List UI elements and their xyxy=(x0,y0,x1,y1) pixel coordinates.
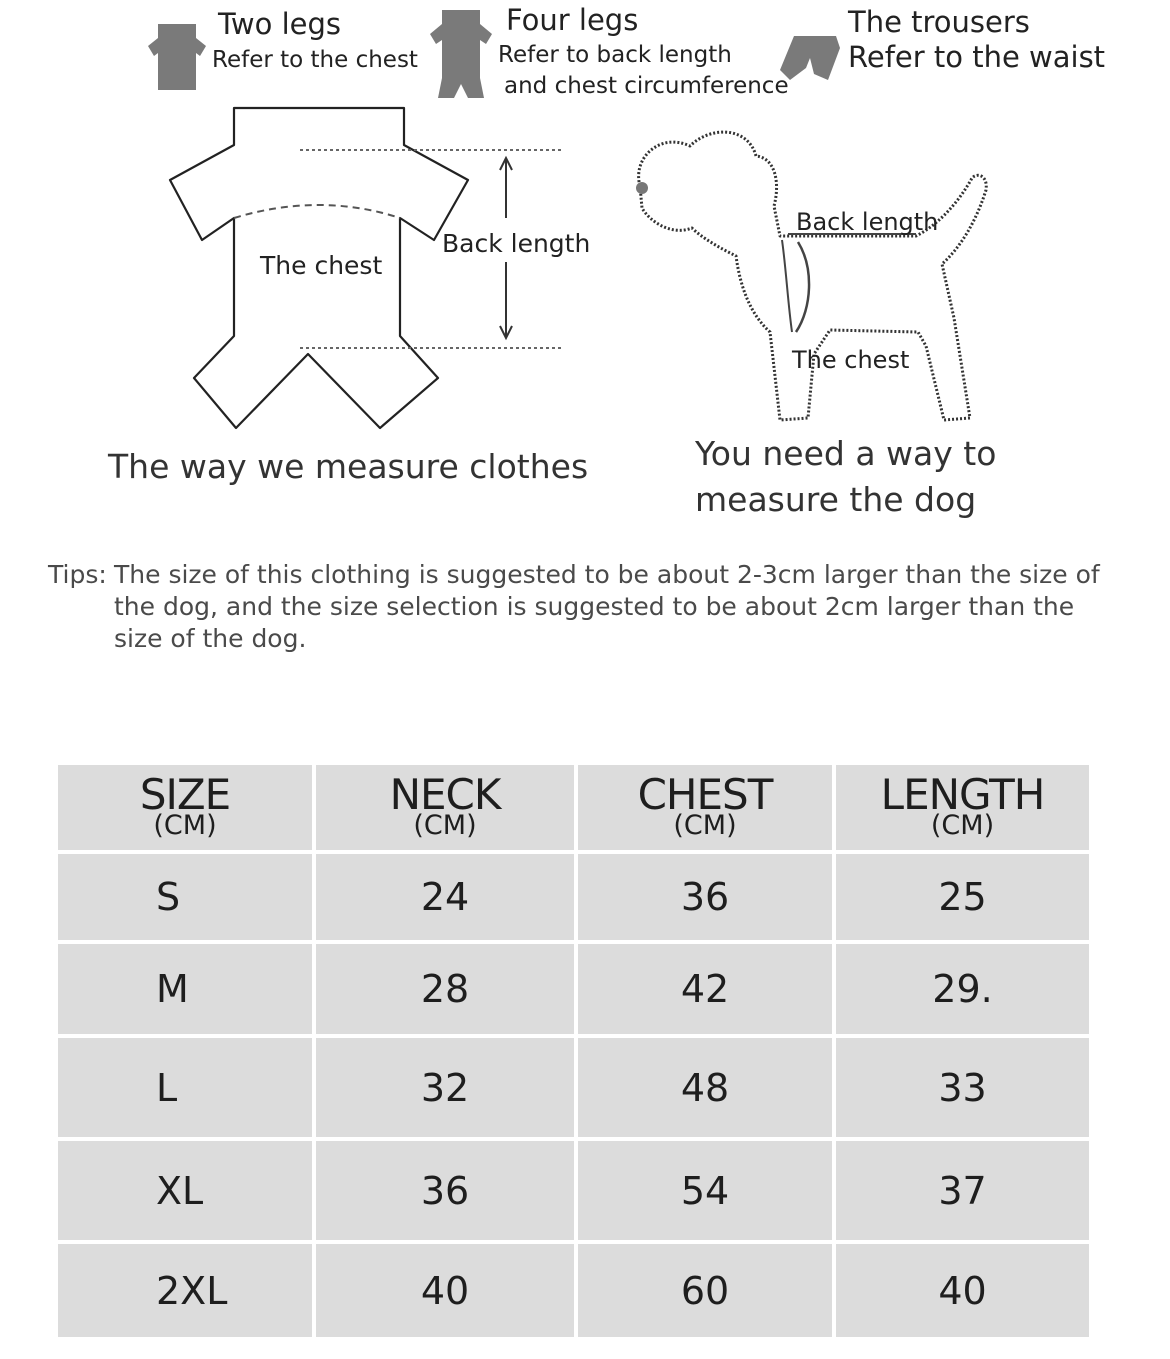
size-cell xyxy=(58,854,316,944)
table-row xyxy=(58,1038,1089,1141)
neck-value: 28 xyxy=(420,967,470,1011)
size-cell xyxy=(58,1141,316,1244)
clothes-back-length-label: Back length xyxy=(442,229,591,258)
length-cell xyxy=(836,1038,1089,1141)
legend-two-legs-title: Two legs xyxy=(218,7,342,41)
legend-four-legs-title: Four legs xyxy=(506,3,639,37)
header-neck-label: NECK xyxy=(389,770,501,820)
dog-back-length-label: Back length xyxy=(796,208,939,236)
size-value: XL xyxy=(156,1168,204,1213)
chest-cell xyxy=(578,1038,836,1141)
header-length-unit: (CM) xyxy=(930,810,995,842)
size-cell xyxy=(58,1244,316,1337)
size-value: M xyxy=(156,967,189,1011)
neck-cell xyxy=(316,1141,578,1244)
neck-cell xyxy=(316,1038,578,1141)
neck-cell xyxy=(316,944,578,1038)
neck-value: 36 xyxy=(420,1168,470,1213)
clothes-caption: The way we measure clothes xyxy=(108,447,589,486)
length-cell xyxy=(836,854,1089,944)
header-chest xyxy=(578,765,836,854)
table-row xyxy=(58,944,1089,1038)
header-chest-unit: (CM) xyxy=(673,810,737,842)
dog-measure-diagram xyxy=(620,118,1010,438)
tips-prefix: Tips: xyxy=(48,560,107,589)
chest-value: 48 xyxy=(680,1065,730,1110)
length-value: 25 xyxy=(938,875,987,919)
length-value: 33 xyxy=(938,1065,987,1110)
neck-value: 40 xyxy=(420,1268,470,1313)
header-size-unit: (CM) xyxy=(153,810,217,842)
chest-value: 60 xyxy=(680,1268,730,1313)
neck-value: 24 xyxy=(420,875,470,919)
size-value: L xyxy=(156,1065,178,1110)
chest-cell xyxy=(578,944,836,1038)
size-value: S xyxy=(156,875,181,919)
header-chest-label: CHEST xyxy=(637,770,773,820)
length-value: 29. xyxy=(932,967,993,1011)
legend-two-legs-note: Refer to the chest xyxy=(212,47,418,73)
two-legs-shirt-icon xyxy=(146,20,208,92)
table-row xyxy=(58,1141,1089,1244)
table-header-row xyxy=(58,765,1089,854)
table-row xyxy=(58,854,1089,944)
length-cell xyxy=(836,1244,1089,1337)
header-neck xyxy=(316,765,578,854)
legend-trousers-title: The trousers xyxy=(848,5,1030,39)
length-value: 37 xyxy=(938,1168,987,1213)
neck-cell xyxy=(316,854,578,944)
length-value: 40 xyxy=(938,1268,987,1313)
size-cell xyxy=(58,944,316,1038)
four-legs-suit-icon xyxy=(426,8,496,100)
table-row xyxy=(58,1244,1089,1337)
chest-value: 36 xyxy=(680,875,730,919)
legend-two-legs xyxy=(212,7,418,76)
header-size-label: SIZE xyxy=(139,770,231,820)
header-neck-unit: (CM) xyxy=(413,810,477,842)
header-size xyxy=(58,765,316,854)
legend-four-legs-note-2: and chest circumference xyxy=(504,73,789,100)
dog-caption-line-1: You need a way to xyxy=(695,434,997,473)
header-length xyxy=(836,765,1089,854)
chest-cell xyxy=(578,1244,836,1337)
legend-four-legs xyxy=(498,3,789,102)
size-value: 2XL xyxy=(156,1268,228,1313)
legend-trousers xyxy=(848,5,1106,74)
chest-cell xyxy=(578,1141,836,1244)
dog-caption xyxy=(695,431,996,522)
length-cell xyxy=(836,944,1089,1038)
size-table xyxy=(58,765,1089,1337)
tips-text: The size of this clothing is suggested to be about 2-3cm larger than the size of the dog, and the size selection is suggested to be about 2cm larger than the size of the dog. xyxy=(114,560,1100,653)
dog-caption-line-2: measure the dog xyxy=(695,479,977,519)
chest-value: 42 xyxy=(680,967,730,1011)
dog-chest-label: The chest xyxy=(792,346,910,374)
chest-cell xyxy=(578,854,836,944)
chest-value: 54 xyxy=(680,1168,730,1213)
size-cell xyxy=(58,1038,316,1141)
length-cell xyxy=(836,1141,1089,1244)
legend-trousers-note: Refer to the waist xyxy=(848,40,1106,74)
neck-value: 32 xyxy=(420,1065,470,1110)
tips-paragraph xyxy=(48,559,1128,655)
clothes-chest-label: The chest xyxy=(260,251,383,280)
neck-cell xyxy=(316,1244,578,1337)
header-length-label: LENGTH xyxy=(880,770,1045,820)
legend-four-legs-note-1: Refer to back length xyxy=(498,42,732,68)
